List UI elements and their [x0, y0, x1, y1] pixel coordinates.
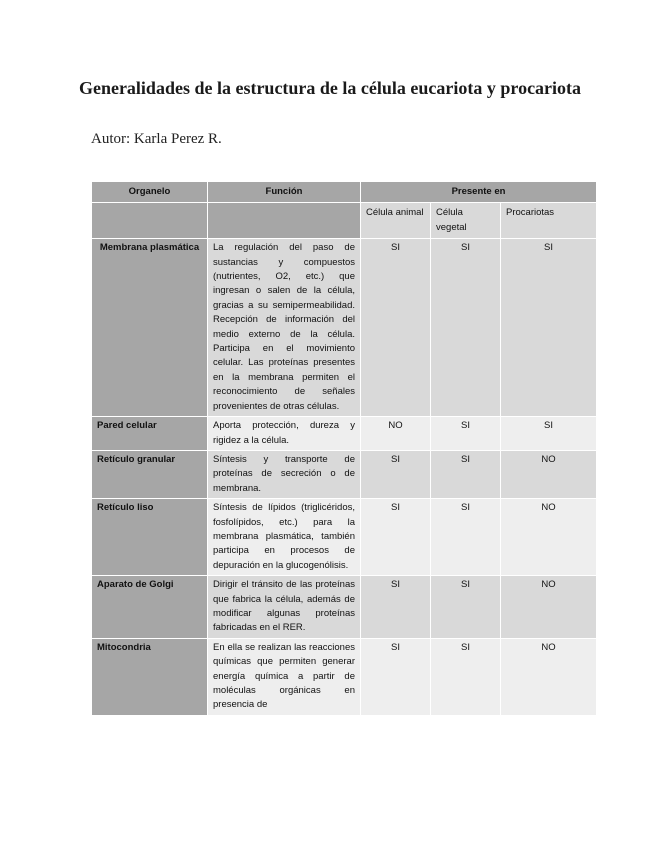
procariotas-cell: SI — [501, 239, 597, 417]
funcion-cell: Aporta protección, dureza y rigidez a la célula. — [208, 417, 361, 451]
header-funcion: Función — [208, 182, 361, 203]
document-title: Generalidades de la estructura de la célula eucariota y procariota — [78, 78, 582, 98]
table-row — [92, 239, 597, 417]
procariotas-cell: NO — [501, 450, 597, 498]
vegetal-cell: SI — [431, 417, 501, 451]
procariotas-cell: NO — [501, 638, 597, 715]
procariotas-cell: NO — [501, 576, 597, 639]
animal-cell: SI — [361, 499, 431, 576]
animal-cell: NO — [361, 417, 431, 451]
funcion-cell: Síntesis y transporte de proteínas de secreción o de membrana. — [208, 450, 361, 498]
vegetal-cell: SI — [431, 239, 501, 417]
organelo-cell: Retículo liso — [92, 499, 208, 576]
funcion-cell: La regulación del paso de sustancias y compuestos (nutrientes, O2, etc.) que ingresan o salen de la célula, gracias a su semipermeabilidad. Recepción de información del medio externo de la célula. Participa en el movimiento celular. Las proteínas presentes en la membrana permiten el reconocimiento de señales provenientes de otras células. — [208, 239, 361, 417]
organelle-comparison-table — [91, 181, 597, 716]
organelo-cell: Pared celular — [92, 417, 208, 451]
animal-cell: SI — [361, 638, 431, 715]
header-presente-en: Presente en — [361, 182, 597, 203]
procariotas-cell: SI — [501, 417, 597, 451]
organelo-cell: Aparato de Golgi — [92, 576, 208, 639]
table-row — [92, 638, 597, 715]
vegetal-cell: SI — [431, 450, 501, 498]
header-blank-funcion — [208, 203, 361, 239]
table-row — [92, 499, 597, 576]
table-row — [92, 576, 597, 639]
header-organelo: Organelo — [92, 182, 208, 203]
organelo-cell: Membrana plasmática — [92, 239, 208, 417]
table-row — [92, 450, 597, 498]
document-author: Autor: Karla Perez R. — [91, 131, 222, 147]
vegetal-cell: SI — [431, 499, 501, 576]
funcion-cell: Síntesis de lípidos (triglicéridos, fosfolípidos, etc.) para la membrana plasmática, también participa en procesos de depuración en la glucogenólisis. — [208, 499, 361, 576]
table-header-row — [92, 182, 597, 203]
vegetal-cell: SI — [431, 638, 501, 715]
table-subheader-row — [92, 203, 597, 239]
header-procariotas: Procariotas — [501, 203, 597, 239]
organelo-cell: Mitocondria — [92, 638, 208, 715]
organelo-cell: Retículo granular — [92, 450, 208, 498]
animal-cell: SI — [361, 576, 431, 639]
table-row — [92, 417, 597, 451]
vegetal-cell: SI — [431, 576, 501, 639]
animal-cell: SI — [361, 239, 431, 417]
funcion-cell: Dirigir el tránsito de las proteínas que fabrica la célula, además de modificar algunas proteínas fabricadas en el RER. — [208, 576, 361, 639]
procariotas-cell: NO — [501, 499, 597, 576]
header-blank-organelo — [92, 203, 208, 239]
funcion-cell: En ella se realizan las reacciones químicas que permiten generar energía química a partir de moléculas orgánicas en presencia de — [208, 638, 361, 715]
animal-cell: SI — [361, 450, 431, 498]
header-celula-vegetal: Célula vegetal — [431, 203, 501, 239]
header-celula-animal: Célula animal — [361, 203, 431, 239]
